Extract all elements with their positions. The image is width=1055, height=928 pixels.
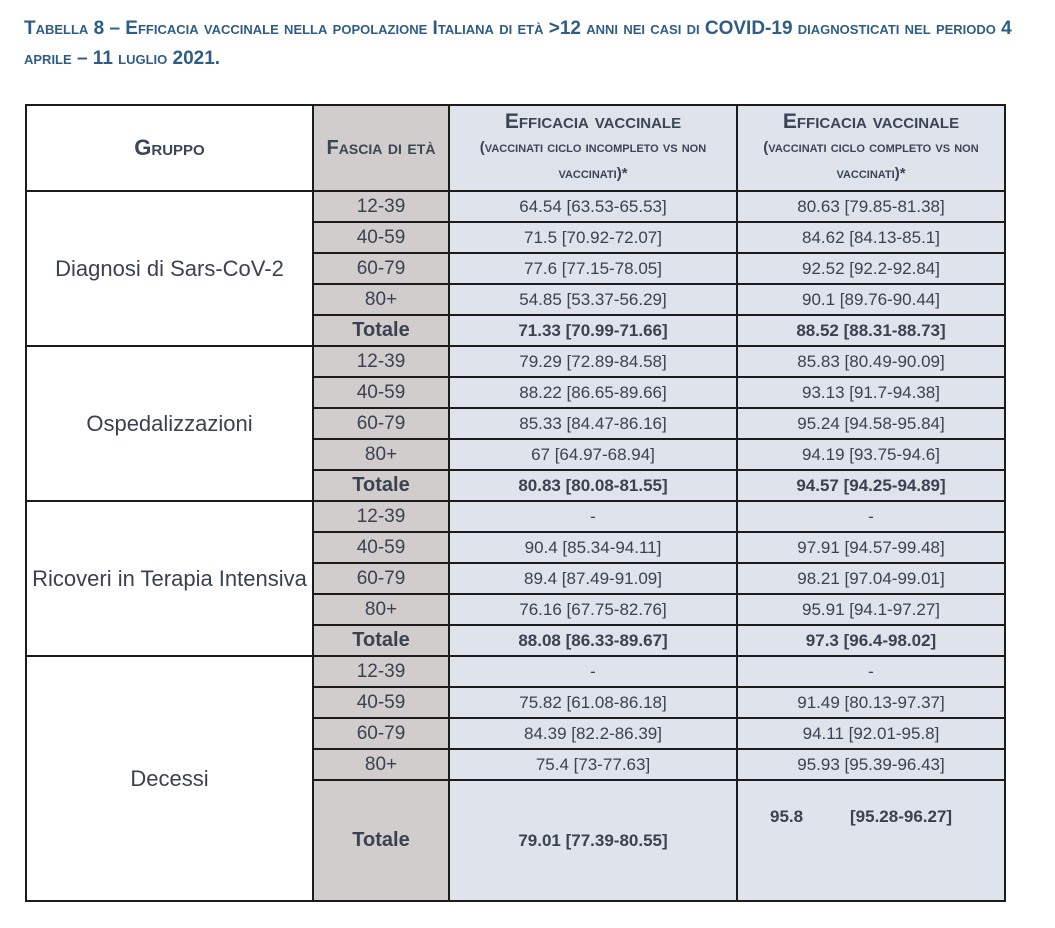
complete-cell-total — [737, 780, 1005, 901]
complete-cell: 95.91 [94.1-97.27] — [737, 594, 1005, 625]
incomplete-cell-total: 80.83 [80.08-81.55] — [449, 470, 737, 501]
header-incomplete — [449, 105, 737, 191]
complete-cell: 95.93 [95.39-96.43] — [737, 749, 1005, 780]
complete-cell: 92.52 [92.2-92.84] — [737, 253, 1005, 284]
age-cell-total: Totale — [313, 780, 449, 901]
age-cell: 40-59 — [313, 377, 449, 408]
incomplete-cell: 64.54 [63.53-65.53] — [449, 191, 737, 222]
header-group: Gruppo — [26, 105, 313, 191]
age-cell: 80+ — [313, 749, 449, 780]
incomplete-cell: 75.4 [73-77.63] — [449, 749, 737, 780]
age-cell-total: Totale — [313, 470, 449, 501]
group-cell: Ospedalizzazioni — [26, 346, 313, 501]
incomplete-cell: - — [449, 656, 737, 687]
age-cell: 60-79 — [313, 253, 449, 284]
incomplete-cell: 89.4 [87.49-91.09] — [449, 563, 737, 594]
age-cell: 80+ — [313, 439, 449, 470]
incomplete-cell: 71.5 [70.92-72.07] — [449, 222, 737, 253]
complete-cell: 95.24 [94.58-95.84] — [737, 408, 1005, 439]
complete-cell: 93.13 [91.7-94.38] — [737, 377, 1005, 408]
complete-cell-total: 94.57 [94.25-94.89] — [737, 470, 1005, 501]
table-row — [26, 346, 1005, 377]
header-complete-title: Efficacia vaccinale — [782, 110, 960, 133]
complete-cell: 94.19 [93.75-94.6] — [737, 439, 1005, 470]
vaccine-efficacy-table — [25, 104, 1006, 902]
group-cell: Diagnosi di Sars-CoV-2 — [26, 191, 313, 346]
age-cell: 60-79 — [313, 718, 449, 749]
age-cell: 12-39 — [313, 656, 449, 687]
age-cell: 12-39 — [313, 191, 449, 222]
complete-cell: 80.63 [79.85-81.38] — [737, 191, 1005, 222]
incomplete-cell: 67 [64.97-68.94] — [449, 439, 737, 470]
age-cell-total: Totale — [313, 625, 449, 656]
incomplete-cell: 85.33 [84.47-86.16] — [449, 408, 737, 439]
complete-cell: 91.49 [80.13-97.37] — [737, 687, 1005, 718]
incomplete-cell: - — [449, 501, 737, 532]
age-cell: 12-39 — [313, 346, 449, 377]
incomplete-cell: 79.29 [72.89-84.58] — [449, 346, 737, 377]
complete-cell: 85.83 [80.49-90.09] — [737, 346, 1005, 377]
complete-cell-total: 97.3 [96.4-98.02] — [737, 625, 1005, 656]
incomplete-cell: 75.82 [61.08-86.18] — [449, 687, 737, 718]
incomplete-cell: 54.85 [53.37-56.29] — [449, 284, 737, 315]
complete-cell: - — [737, 501, 1005, 532]
incomplete-cell: 90.4 [85.34-94.11] — [449, 532, 737, 563]
incomplete-cell-total: 79.01 [77.39-80.55] — [449, 780, 737, 901]
group-cell: Decessi — [26, 656, 313, 901]
header-incomplete-subtitle: (vaccinati ciclo incompleto vs non vaccinati)* — [479, 139, 707, 182]
header-complete-subtitle: (vaccinati ciclo completo vs non vaccinati)* — [763, 139, 979, 182]
incomplete-cell: 88.22 [86.65-89.66] — [449, 377, 737, 408]
complete-total-ci: [95.28-96.27] — [850, 807, 953, 826]
group-cell: Ricoveri in Terapia Intensiva — [26, 501, 313, 656]
header-row — [26, 105, 1005, 191]
complete-cell: 90.1 [89.76-90.44] — [737, 284, 1005, 315]
complete-cell-total: 88.52 [88.31-88.73] — [737, 315, 1005, 346]
complete-total-value: 95.8 — [770, 807, 804, 826]
age-cell: 80+ — [313, 594, 449, 625]
complete-cell: 98.21 [97.04-99.01] — [737, 563, 1005, 594]
header-age: Fascia di età — [313, 105, 449, 191]
complete-cell: 97.91 [94.57-99.48] — [737, 532, 1005, 563]
age-cell: 40-59 — [313, 687, 449, 718]
incomplete-cell-total: 71.33 [70.99-71.66] — [449, 315, 737, 346]
incomplete-cell: 76.16 [67.75-82.76] — [449, 594, 737, 625]
table-row — [26, 501, 1005, 532]
complete-cell: 84.62 [84.13-85.1] — [737, 222, 1005, 253]
incomplete-cell: 77.6 [77.15-78.05] — [449, 253, 737, 284]
incomplete-cell: 84.39 [82.2-86.39] — [449, 718, 737, 749]
age-cell: 12-39 — [313, 501, 449, 532]
table-row — [26, 656, 1005, 687]
age-cell: 80+ — [313, 284, 449, 315]
age-cell-total: Totale — [313, 315, 449, 346]
complete-cell: - — [737, 656, 1005, 687]
incomplete-cell-total: 88.08 [86.33-89.67] — [449, 625, 737, 656]
header-incomplete-title: Efficacia vaccinale — [504, 110, 682, 133]
table-row — [26, 191, 1005, 222]
header-complete — [737, 105, 1005, 191]
age-cell: 60-79 — [313, 563, 449, 594]
complete-cell: 94.11 [92.01-95.8] — [737, 718, 1005, 749]
age-cell: 40-59 — [313, 532, 449, 563]
table-caption: Tabella 8 – Efficacia vaccinale nella popolazione Italiana di età >12 anni nei casi di COVID-19 diagnosticati nel periodo 4 aprile – 11 luglio 2021. — [24, 18, 1012, 69]
age-cell: 60-79 — [313, 408, 449, 439]
age-cell: 40-59 — [313, 222, 449, 253]
